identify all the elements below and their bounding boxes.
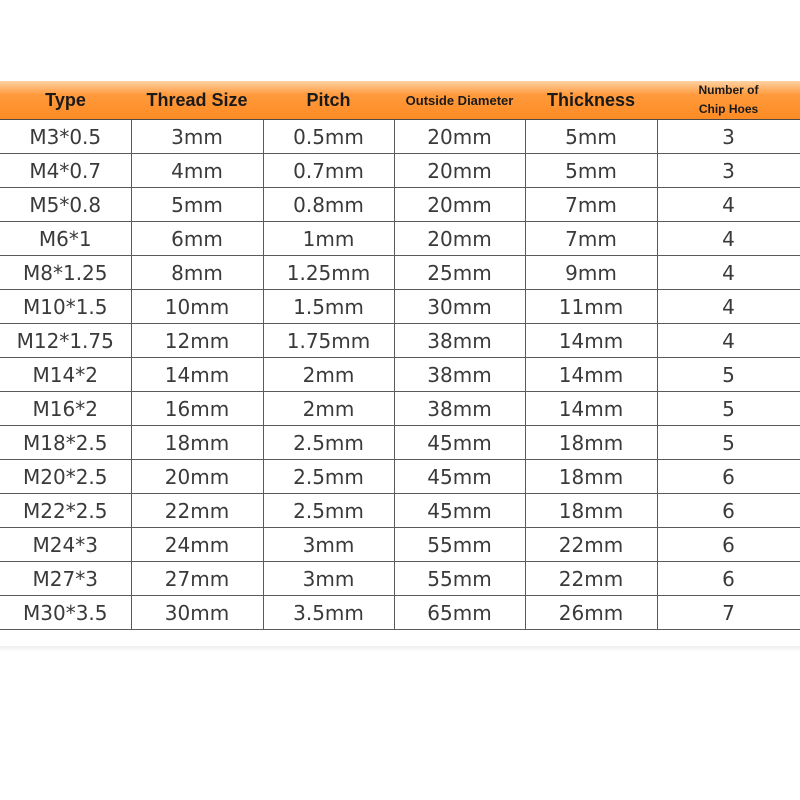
cell-thread-size: 20mm <box>131 460 263 494</box>
cell-thickness: 22mm <box>525 562 657 596</box>
cell-outside-diameter: 38mm <box>394 358 525 392</box>
cell-thread-size: 30mm <box>131 596 263 630</box>
cell-outside-diameter: 38mm <box>394 392 525 426</box>
cell-chip-holes: 6 <box>657 494 800 528</box>
cell-pitch: 2.5mm <box>263 460 394 494</box>
cell-outside-diameter: 30mm <box>394 290 525 324</box>
cell-type: M18*2.5 <box>0 426 131 460</box>
cell-outside-diameter: 45mm <box>394 494 525 528</box>
header-pitch: Pitch <box>263 81 394 120</box>
cell-type: M6*1 <box>0 222 131 256</box>
cell-chip-holes: 6 <box>657 460 800 494</box>
cell-thread-size: 24mm <box>131 528 263 562</box>
cell-pitch: 0.7mm <box>263 154 394 188</box>
cell-thread-size: 18mm <box>131 426 263 460</box>
table-row <box>0 494 800 528</box>
cell-chip-holes: 5 <box>657 358 800 392</box>
cell-outside-diameter: 45mm <box>394 460 525 494</box>
cell-outside-diameter: 38mm <box>394 324 525 358</box>
cell-type: M10*1.5 <box>0 290 131 324</box>
table-row <box>0 324 800 358</box>
cell-chip-holes: 4 <box>657 222 800 256</box>
cell-chip-holes: 3 <box>657 154 800 188</box>
cell-outside-diameter: 55mm <box>394 562 525 596</box>
cell-outside-diameter: 55mm <box>394 528 525 562</box>
cell-thread-size: 16mm <box>131 392 263 426</box>
cell-chip-holes: 4 <box>657 188 800 222</box>
table-row <box>0 154 800 188</box>
table-row <box>0 596 800 630</box>
cell-thickness: 7mm <box>525 222 657 256</box>
cell-type: M22*2.5 <box>0 494 131 528</box>
header-outside-diameter: Outside Diameter <box>394 81 525 120</box>
cell-chip-holes: 3 <box>657 120 800 154</box>
cell-pitch: 0.8mm <box>263 188 394 222</box>
table-row <box>0 562 800 596</box>
cell-pitch: 1.75mm <box>263 324 394 358</box>
cell-outside-diameter: 20mm <box>394 120 525 154</box>
cell-outside-diameter: 20mm <box>394 154 525 188</box>
tap-spec-table <box>0 80 800 630</box>
table-row <box>0 358 800 392</box>
cell-type: M12*1.75 <box>0 324 131 358</box>
cell-thread-size: 10mm <box>131 290 263 324</box>
cell-outside-diameter: 25mm <box>394 256 525 290</box>
cell-thickness: 7mm <box>525 188 657 222</box>
cell-chip-holes: 4 <box>657 256 800 290</box>
cell-thread-size: 22mm <box>131 494 263 528</box>
cell-thread-size: 14mm <box>131 358 263 392</box>
cell-type: M3*0.5 <box>0 120 131 154</box>
cell-chip-holes: 7 <box>657 596 800 630</box>
cell-type: M20*2.5 <box>0 460 131 494</box>
cell-thread-size: 12mm <box>131 324 263 358</box>
cell-pitch: 2.5mm <box>263 426 394 460</box>
table-row <box>0 120 800 154</box>
header-type: Type <box>0 81 131 120</box>
table-header <box>0 81 800 120</box>
cell-thickness: 18mm <box>525 494 657 528</box>
cell-pitch: 1.5mm <box>263 290 394 324</box>
cell-type: M5*0.8 <box>0 188 131 222</box>
cell-pitch: 1.25mm <box>263 256 394 290</box>
cell-thread-size: 3mm <box>131 120 263 154</box>
table-row <box>0 460 800 494</box>
cell-outside-diameter: 20mm <box>394 188 525 222</box>
cell-thickness: 9mm <box>525 256 657 290</box>
header-thickness: Thickness <box>525 81 657 120</box>
cell-thickness: 5mm <box>525 154 657 188</box>
cell-thickness: 14mm <box>525 358 657 392</box>
table-row <box>0 392 800 426</box>
table-row <box>0 528 800 562</box>
cell-pitch: 3.5mm <box>263 596 394 630</box>
cell-thickness: 14mm <box>525 392 657 426</box>
cell-outside-diameter: 65mm <box>394 596 525 630</box>
cell-pitch: 2mm <box>263 392 394 426</box>
cell-thickness: 18mm <box>525 426 657 460</box>
cell-type: M24*3 <box>0 528 131 562</box>
cell-thread-size: 8mm <box>131 256 263 290</box>
header-chip-holes-line1: Number of <box>698 83 759 97</box>
cell-thread-size: 5mm <box>131 188 263 222</box>
cell-thickness: 11mm <box>525 290 657 324</box>
cell-type: M4*0.7 <box>0 154 131 188</box>
cell-type: M14*2 <box>0 358 131 392</box>
table-row <box>0 426 800 460</box>
cell-outside-diameter: 45mm <box>394 426 525 460</box>
cell-pitch: 1mm <box>263 222 394 256</box>
cell-thickness: 14mm <box>525 324 657 358</box>
cell-thickness: 5mm <box>525 120 657 154</box>
cell-chip-holes: 6 <box>657 528 800 562</box>
cell-chip-holes: 5 <box>657 426 800 460</box>
cell-thread-size: 4mm <box>131 154 263 188</box>
table-body <box>0 120 800 630</box>
cell-type: M27*3 <box>0 562 131 596</box>
header-chip-holes <box>657 81 800 120</box>
cell-thread-size: 27mm <box>131 562 263 596</box>
header-thread-size: Thread Size <box>131 81 263 120</box>
table-row <box>0 188 800 222</box>
cell-thread-size: 6mm <box>131 222 263 256</box>
cell-pitch: 2mm <box>263 358 394 392</box>
cell-thickness: 18mm <box>525 460 657 494</box>
cell-chip-holes: 4 <box>657 290 800 324</box>
header-row <box>0 81 800 120</box>
cell-chip-holes: 6 <box>657 562 800 596</box>
cell-thickness: 22mm <box>525 528 657 562</box>
cell-pitch: 3mm <box>263 562 394 596</box>
cell-chip-holes: 4 <box>657 324 800 358</box>
cell-type: M8*1.25 <box>0 256 131 290</box>
bottom-shadow-band <box>0 646 800 652</box>
cell-pitch: 3mm <box>263 528 394 562</box>
table-row <box>0 222 800 256</box>
table-row <box>0 290 800 324</box>
cell-type: M16*2 <box>0 392 131 426</box>
cell-type: M30*3.5 <box>0 596 131 630</box>
header-chip-holes-line2: Chip Hoes <box>698 102 759 116</box>
cell-outside-diameter: 20mm <box>394 222 525 256</box>
table-row <box>0 256 800 290</box>
cell-chip-holes: 5 <box>657 392 800 426</box>
cell-thickness: 26mm <box>525 596 657 630</box>
cell-pitch: 0.5mm <box>263 120 394 154</box>
cell-pitch: 2.5mm <box>263 494 394 528</box>
